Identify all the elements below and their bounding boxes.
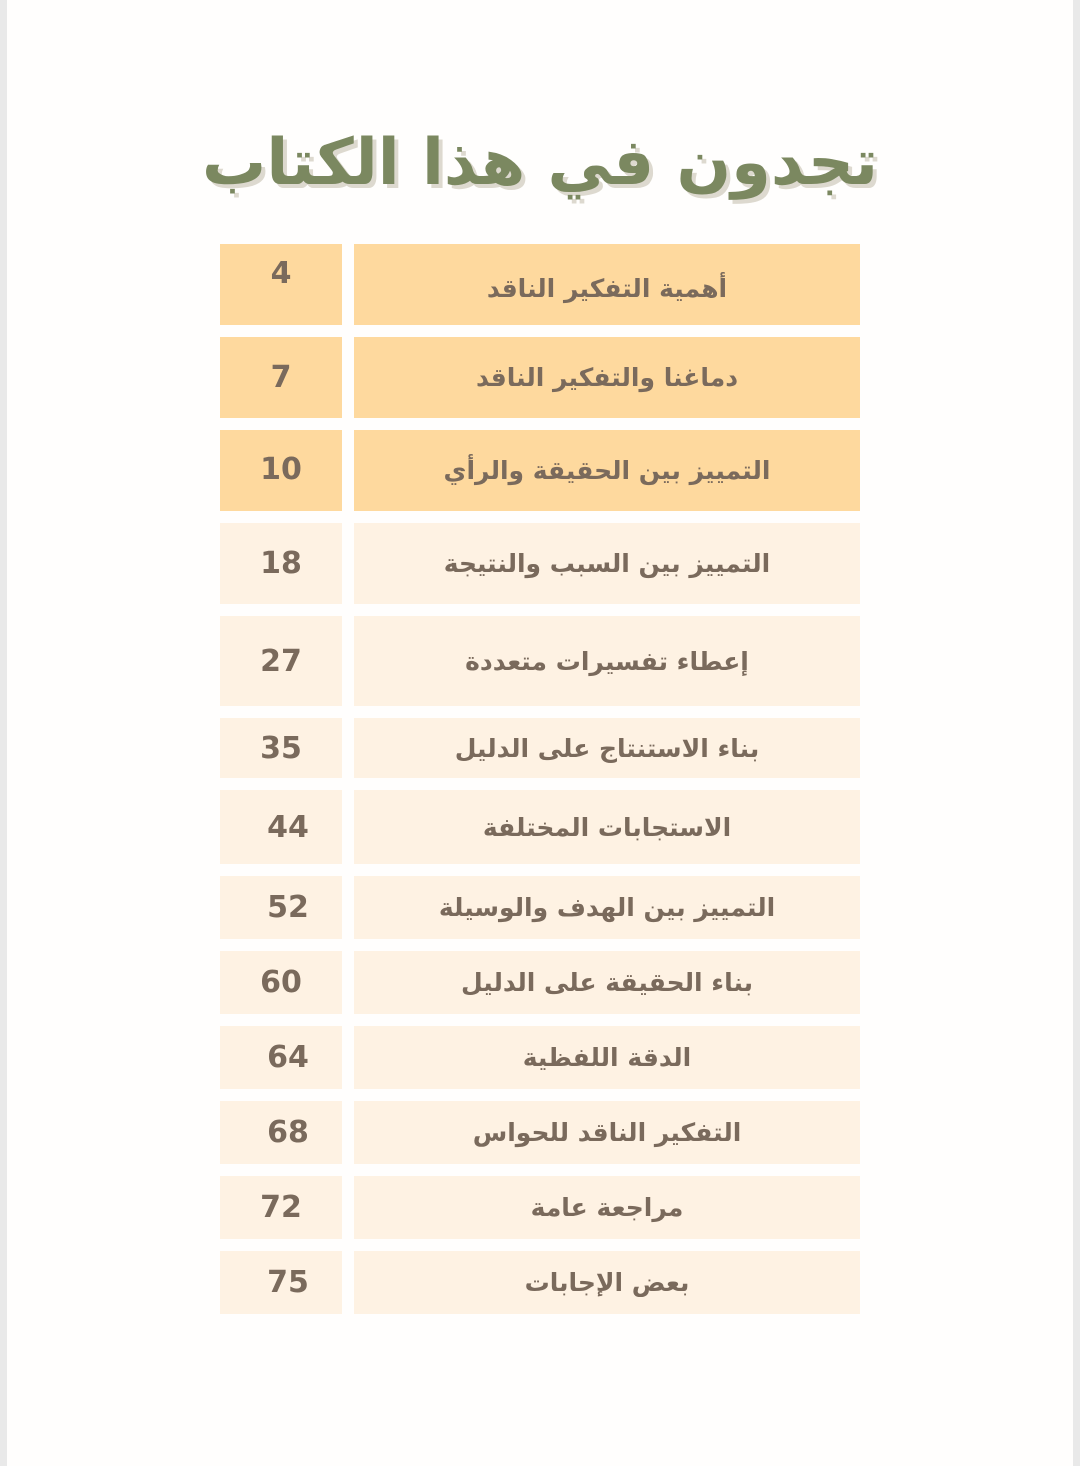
toc-chapter-title: الاستجابات المختلفة: [354, 790, 860, 864]
toc-page-number: 44: [220, 790, 342, 864]
toc-chapter-title: التفكير الناقد للحواس: [354, 1101, 860, 1164]
toc-page-number: 10: [220, 430, 342, 511]
page-title: تجدون في هذا الكتاب: [202, 126, 878, 200]
toc-row: [220, 430, 860, 511]
toc-row: [220, 616, 860, 706]
toc-chapter-title: بناء الاستنتاج على الدليل: [354, 718, 860, 778]
toc-row: [220, 951, 860, 1014]
toc-row: [220, 790, 860, 864]
toc-page-number: 60: [220, 951, 342, 1014]
toc-page-number: 52: [220, 876, 342, 939]
toc-row: [220, 718, 860, 778]
toc-row: [220, 523, 860, 604]
toc-row: [220, 1176, 860, 1239]
toc-chapter-title: الدقة اللفظية: [354, 1026, 860, 1089]
toc-row: [220, 337, 860, 418]
toc-page-number: 7: [220, 337, 342, 418]
toc-page-number: 68: [220, 1101, 342, 1164]
toc-page-number: 35: [220, 718, 342, 778]
toc-chapter-title: التمييز بين السبب والنتيجة: [354, 523, 860, 604]
toc-row: [220, 244, 860, 325]
toc-page-number: 72: [220, 1176, 342, 1239]
toc-chapter-title: بناء الحقيقة على الدليل: [354, 951, 860, 1014]
toc-chapter-title: التمييز بين الهدف والوسيلة: [354, 876, 860, 939]
toc-page-number: 75: [220, 1251, 342, 1314]
toc-row: [220, 1251, 860, 1314]
table-of-contents: [220, 0, 860, 1466]
toc-chapter-title: مراجعة عامة: [354, 1176, 860, 1239]
toc-chapter-title: أهمية التفكير الناقد: [354, 244, 860, 325]
toc-row: [220, 1101, 860, 1164]
toc-page-number: 4: [220, 244, 342, 325]
toc-chapter-title: بعض الإجابات: [354, 1251, 860, 1314]
toc-chapter-title: دماغنا والتفكير الناقد: [354, 337, 860, 418]
toc-page-number: 64: [220, 1026, 342, 1089]
toc-page-number: 18: [220, 523, 342, 604]
toc-chapter-title: إعطاء تفسيرات متعددة: [354, 616, 860, 706]
toc-chapter-title: التمييز بين الحقيقة والرأي: [354, 430, 860, 511]
toc-row: [220, 1026, 860, 1089]
toc-row: [220, 876, 860, 939]
toc-page-number: 27: [220, 616, 342, 706]
